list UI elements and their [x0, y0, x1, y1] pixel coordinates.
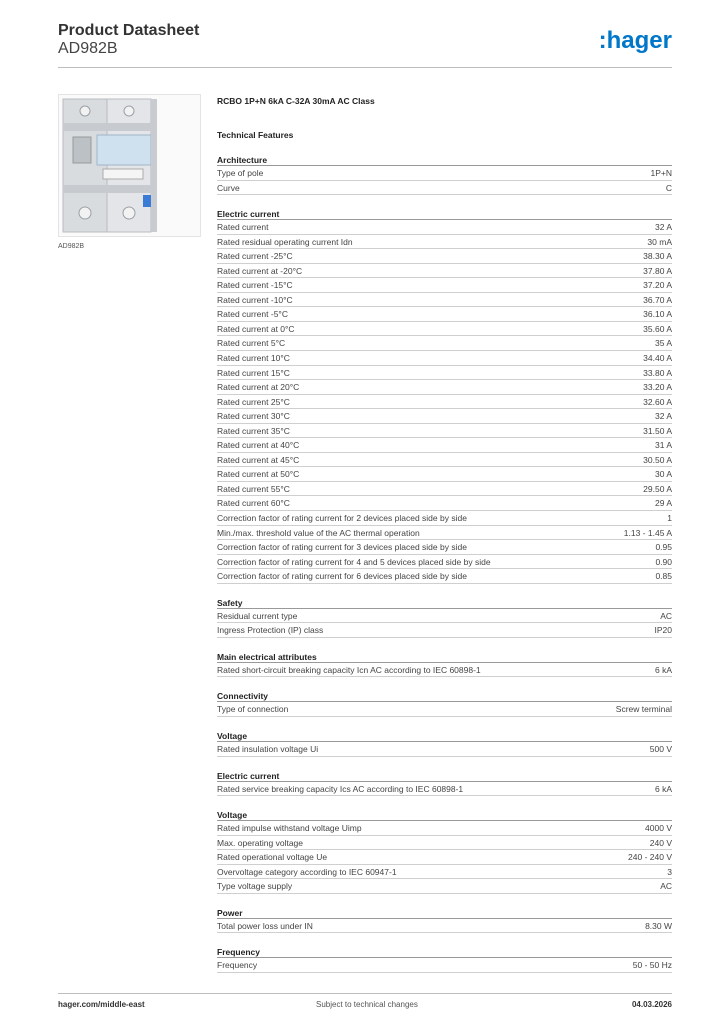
feature-row [217, 540, 672, 555]
section-title: Electric current [217, 771, 672, 782]
feature-row [217, 351, 672, 366]
feature-value: 31 A [654, 440, 672, 451]
feature-row [217, 395, 672, 410]
feature-row [217, 409, 672, 424]
feature-value: 36.70 A [643, 294, 672, 305]
feature-value: 35.60 A [643, 323, 672, 334]
feature-row [217, 526, 672, 541]
feature-label: Max. operating voltage [217, 837, 303, 848]
page-title: Product Datasheet [58, 22, 200, 39]
feature-value: 0.95 [655, 542, 672, 553]
feature-row [217, 438, 672, 453]
feature-section [217, 691, 672, 717]
feature-label: Rated current 55°C [217, 483, 290, 494]
feature-section [217, 209, 672, 584]
feature-row [217, 380, 672, 395]
hager-logo [586, 26, 672, 54]
feature-row [217, 879, 672, 894]
section-title: Frequency [217, 947, 672, 958]
section-title: Safety [217, 598, 672, 609]
feature-label: Total power loss under IN [217, 920, 313, 931]
feature-row [217, 569, 672, 584]
footer-date: 04.03.2026 [631, 1000, 672, 1009]
feature-value: 29 A [654, 498, 672, 509]
feature-label: Rated current at -20°C [217, 265, 303, 276]
feature-value: 29.50 A [643, 483, 672, 494]
feature-section [217, 598, 672, 638]
feature-row [217, 702, 672, 717]
feature-value: 34.40 A [643, 353, 672, 364]
feature-row [217, 919, 672, 934]
feature-label: Correction factor of rating current for 6 devices placed side by side [217, 571, 467, 582]
feature-value: 38.30 A [643, 251, 672, 262]
feature-label: Rated current 60°C [217, 498, 290, 509]
feature-label: Rated current at 45°C [217, 454, 300, 465]
feature-label: Frequency [217, 960, 258, 971]
feature-row [217, 278, 672, 293]
product-name: RCBO 1P+N 6kA C-32A 30mA AC Class [217, 96, 375, 106]
feature-label: Rated current -15°C [217, 280, 293, 291]
feature-label: Overvoltage category according to IEC 60947-1 [217, 866, 397, 877]
logo-text: :hager [598, 27, 672, 54]
feature-value: 50 - 50 Hz [632, 960, 672, 971]
feature-section [217, 652, 672, 678]
feature-row [217, 336, 672, 351]
feature-label: Rated current 35°C [217, 425, 290, 436]
feature-value: 37.20 A [643, 280, 672, 291]
technical-features-title: Technical Features [217, 130, 294, 140]
feature-label: Rated residual operating current Idn [217, 236, 353, 247]
feature-row [217, 555, 672, 570]
feature-label: Correction factor of rating current for 4 and 5 devices placed side by side [217, 556, 491, 567]
feature-label: Correction factor of rating current for 2 devices placed side by side [217, 513, 467, 524]
page-footer [58, 993, 672, 1013]
section-title: Electric current [217, 209, 672, 220]
feature-section [217, 155, 672, 195]
feature-value: IP20 [654, 625, 672, 636]
feature-row [217, 482, 672, 497]
feature-section [217, 908, 672, 934]
feature-row [217, 958, 672, 973]
feature-value: AC [660, 610, 672, 621]
feature-label: Rated service breaking capacity Ics AC according to IEC 60898-1 [217, 783, 464, 794]
feature-label: Correction factor of rating current for 3 devices placed side by side [217, 542, 467, 553]
feature-row [217, 307, 672, 322]
section-title: Architecture [217, 155, 672, 166]
feature-row [217, 366, 672, 381]
feature-row [217, 424, 672, 439]
feature-value: 3 [667, 866, 672, 877]
footer-website[interactable]: hager.com/middle-east [58, 1000, 145, 1009]
feature-sections [217, 155, 672, 973]
feature-label: Rated current 30°C [217, 411, 290, 422]
feature-label: Rated current [217, 222, 269, 233]
feature-row [217, 865, 672, 880]
feature-label: Rated current 10°C [217, 353, 290, 364]
feature-label: Rated current 15°C [217, 367, 290, 378]
feature-value: 31.50 A [643, 425, 672, 436]
feature-row [217, 249, 672, 264]
feature-row [217, 496, 672, 511]
feature-value: 33.20 A [643, 382, 672, 393]
feature-label: Rated impulse withstand voltage Uimp [217, 823, 362, 834]
section-title: Power [217, 908, 672, 919]
feature-value: 1 [667, 513, 672, 524]
product-image [58, 94, 201, 237]
feature-label: Rated current at 0°C [217, 323, 295, 334]
section-title: Voltage [217, 731, 672, 742]
feature-label: Ingress Protection (IP) class [217, 625, 324, 636]
feature-label: Rated current 5°C [217, 338, 286, 349]
feature-label: Rated current -25°C [217, 251, 293, 262]
feature-label: Rated operational voltage Ue [217, 852, 328, 863]
feature-value: 240 - 240 V [628, 852, 672, 863]
product-reference: AD982B [58, 40, 118, 57]
feature-value: 500 V [649, 743, 672, 754]
feature-row [217, 264, 672, 279]
feature-row [217, 782, 672, 797]
feature-value: 32.60 A [643, 396, 672, 407]
feature-label: Rated current 25°C [217, 396, 290, 407]
feature-value: 32 A [654, 411, 672, 422]
feature-row [217, 836, 672, 851]
image-caption: AD982B [58, 243, 85, 250]
footer-notice: Subject to technical changes [316, 1000, 418, 1009]
feature-value: 6 kA [654, 664, 672, 675]
feature-value: 6 kA [654, 783, 672, 794]
feature-value: 0.90 [655, 556, 672, 567]
feature-label: Type of connection [217, 704, 289, 715]
feature-row [217, 821, 672, 836]
feature-label: Rated short-circuit breaking capacity Icn AC according to IEC 60898-1 [217, 664, 481, 675]
feature-row [217, 742, 672, 757]
feature-value: 240 V [649, 837, 672, 848]
feature-value: 4000 V [645, 823, 672, 834]
feature-row [217, 181, 672, 196]
feature-row [217, 467, 672, 482]
feature-value: Screw terminal [615, 704, 672, 715]
feature-label: Rated current -5°C [217, 309, 288, 320]
section-title: Voltage [217, 810, 672, 821]
feature-value: 30 mA [647, 236, 672, 247]
feature-value: 8.30 W [645, 920, 672, 931]
feature-section [217, 810, 672, 894]
feature-label: Type voltage supply [217, 881, 293, 892]
feature-value: 0.85 [655, 571, 672, 582]
feature-label: Rated current at 20°C [217, 382, 300, 393]
feature-value: 35 A [654, 338, 672, 349]
feature-value: 1P+N [650, 168, 672, 178]
feature-row [217, 220, 672, 235]
feature-label: Rated current at 50°C [217, 469, 300, 480]
feature-row [217, 293, 672, 308]
feature-row [217, 235, 672, 250]
feature-section [217, 771, 672, 797]
feature-row [217, 453, 672, 468]
feature-value: 36.10 A [643, 309, 672, 320]
feature-label: Residual current type [217, 610, 298, 621]
feature-label: Type of pole [217, 168, 264, 178]
feature-section [217, 731, 672, 757]
feature-section [217, 947, 672, 973]
section-title: Main electrical attributes [217, 652, 672, 663]
feature-value: 33.80 A [643, 367, 672, 378]
feature-row [217, 663, 672, 678]
page-header [58, 22, 672, 68]
feature-row [217, 609, 672, 624]
feature-value: 1.13 - 1.45 A [623, 527, 672, 538]
feature-label: Min./max. threshold value of the AC thermal operation [217, 527, 420, 538]
feature-row [217, 850, 672, 865]
feature-value: AC [660, 881, 672, 892]
feature-value: 30 A [654, 469, 672, 480]
technical-content [217, 95, 672, 973]
feature-value: C [665, 182, 672, 193]
feature-row [217, 166, 672, 181]
rcbo-device-icon [59, 95, 200, 236]
feature-label: Curve [217, 182, 240, 193]
feature-row [217, 623, 672, 638]
feature-label: Rated current at 40°C [217, 440, 300, 451]
feature-row [217, 511, 672, 526]
feature-label: Rated insulation voltage Ui [217, 743, 319, 754]
feature-value: 30.50 A [643, 454, 672, 465]
feature-row [217, 322, 672, 337]
feature-label: Rated current -10°C [217, 294, 293, 305]
feature-value: 32 A [654, 222, 672, 233]
feature-value: 37.80 A [643, 265, 672, 276]
section-title: Connectivity [217, 691, 672, 702]
